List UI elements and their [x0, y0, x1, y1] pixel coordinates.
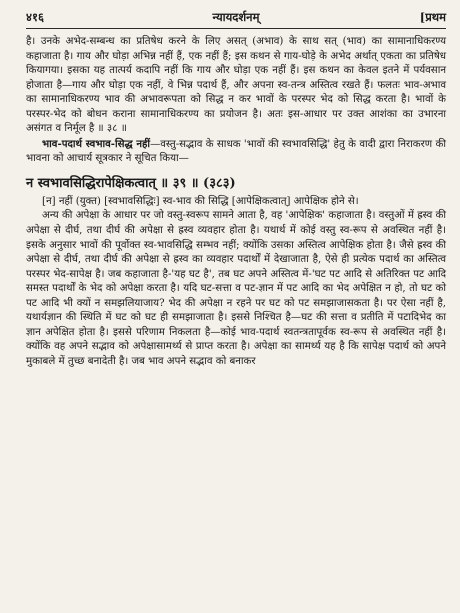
header-rule: [26, 28, 446, 29]
paragraph-1: है। उनके अभेद-सम्बन्ध का प्रतिषेध करने के लिए असत् (अभाव) के साथ सत् (भाव) का सामानाधिकरण्य कहाजाता है। गाय और घोड़ा अभिन्न नहीं हैं, एक नहीं हैं; इस कथन से गाय-घोड़े के अभेद अर्थात् एकता का प्रतिषेध कियागया। इसका यह तात्पर्य कदापि नहीं कि गाय और घोड़ा एक नहीं हैं। इस कथन का केवल इतने में पर्यवसान होजाता है—गाय और घोड़ा एक नहीं, वे भिन्न पदार्थ हैं, और अपना स्व-तन्त्र अस्तित्व रखते हैं। फलतः भाव-अभाव का सामानाधिकरण्य भाव की अभावरूपता को सिद्ध न कर भावों के परस्पर भेद को सिद्ध करता है। भावों के परस्पर-भेद को बोधन कराना सामानाधिकरण्य का प्रयोजन है। अतः इस-आधार पर उक्त आशंका का उभारना असंगत व निर्मूल है ॥ ३८ ॥: [26, 36, 446, 135]
paragraph-2: अन्य की अपेक्षा के आधार पर जो वस्तु-स्वरूप सामने आता है, वह 'आपेक्षिक' कहाजाता है। वस्तुओं में ह्रस्व की अपेक्षा से दीर्घ, तथा दीर्घ की अपेक्षा से ह्रस्व व्यवहार होता है। यथार्थ में कोई वस्तु स्व-रूप से अवस्थित नहीं है। इसके अनुसार भावों की पूर्वोक्त स्व-भावसिद्धि सम्भव नहीं; क्योंकि उसका अस्तित्व आपेक्षिक होता है। जैसे ह्रस्व की अपेक्षा से दीर्घ, तथा दीर्घ की अपेक्षा से ह्रस्व का व्यवहार पदार्थों में देखाजाता है, ऐसे ही प्रत्येक पदार्थ का अस्तित्व परस्पर भेद-सापेक्ष है। जब कहाजाता है-'यह घट है', तब घट अपने अस्तित्व में-'घट पट आदि से अतिरिक्त पट आदि समस्त पदार्थों के भेद को अपेक्षा करता है। यदि घट-सत्ता व पट-ज्ञान में पट आदि का भेद अपेक्षित न हो, तो घट को पट आदि भी क्यों न समझलियाजाय? भेद की अपेक्षा न रहने पर घट को पट समझाजासकता है। पर ऐसा नहीं है, यथार्यज्ञान की स्थिति में घट को घट ही समझाजाता है। इससे निश्चित है—घट की सत्ता व प्रतीति में पटादिभेद का ज्ञान अपेक्षित होता है। इससे परिणाम निकलता है—कोई भाव-पदार्थ स्वतन्त्रतापूर्वक स्व-रूप से अवस्थित नहीं है। क्योंकि वह अपने सद्भाव को अपेक्षासामर्थ्य से प्राप्त करता है। अपेक्षा का सामर्थ्य यह है कि सापेक्ष पदार्थ को अपने मुकाबले में तुच्छ बनादेती है। जब भाव अपने सद्भाव को बनाकर: [26, 210, 446, 367]
intro-rest: —वस्तु-सद्भाव के साधक 'भावों की स्वभावसिद्धि' हेतु के वादी द्वारा निराकरण की भावना को आचार्य सूत्रकार ने सूचित किया—: [26, 138, 446, 165]
body-text: [26, 35, 446, 369]
word-gloss: [न] नहीं (युक्त) [स्वभावसिद्धिः] स्व-भाव की सिद्धि [आपेक्षिकत्वात्] आपेक्षिक होने से।: [42, 195, 359, 207]
running-title: न्यायदर्शनम्: [212, 10, 260, 24]
section-label: [प्रथम: [419, 10, 446, 24]
intro-paragraph: [26, 137, 446, 167]
sutra-line: न स्वभावसिद्धिरापेक्षिकत्वात् ॥ ३९ ॥ (३८३): [26, 175, 236, 191]
page-number: ४१६: [26, 10, 44, 24]
page-header: [26, 8, 446, 28]
intro-lead: भाव-पदार्थ स्वभाव-सिद्ध नहीं: [42, 137, 151, 150]
